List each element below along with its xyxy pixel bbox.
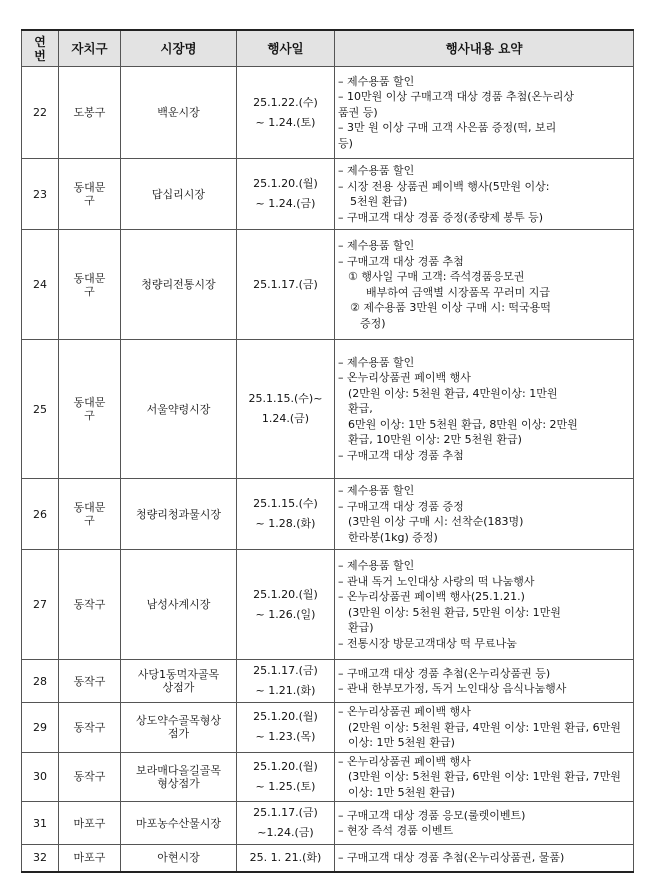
event-date-cell: 25.1.15.(수) ~ 1.28.(화): [237, 479, 335, 550]
summary-line: ② 제수용품 3만원 이상 구매 시: 떡국용떡: [350, 301, 551, 314]
summary-line: – 구매고객 대상 경품 증정(종량제 봉투 등): [338, 210, 544, 224]
summary-line: (2만원 이상: 5천원 환급, 4만원이상: 1만원: [348, 386, 558, 400]
no-cell: 24: [22, 230, 59, 340]
summary-line: 이상: 1만 5천원 환급): [348, 736, 455, 749]
summary-line: – 구매고객 대상 경품 응모(룰렛이벤트): [338, 808, 526, 822]
summary-line: 배부하여 금액별 시장품목 꾸러미 지급: [366, 285, 551, 299]
header-summary: 행사내용 요약: [335, 30, 634, 67]
summary-line: (3만원 이상: 5천원 환급, 6만원 이상: 1만원 환급, 7만원: [348, 770, 621, 783]
no-cell: 30: [22, 752, 59, 802]
summary-line: – 현장 즉석 경품 이벤트: [338, 824, 454, 837]
summary-line: – 제수용품 할인: [338, 164, 415, 177]
summary-line: – 10만원 이상 구매고객 대상 경품 추첨(온누리상: [338, 90, 575, 104]
event-summary-cell: [335, 67, 634, 159]
table-row: [22, 67, 634, 159]
no-cell: 22: [22, 67, 59, 159]
district-cell: 도봉구: [59, 67, 121, 159]
event-date-cell: 25. 1. 21.(화): [237, 845, 335, 872]
event-summary-cell: [335, 159, 634, 230]
event-summary-cell: [335, 802, 634, 845]
summary-line: (3만원 이상 구매 시: 선착순(183명): [348, 515, 524, 528]
event-date-cell: 25.1.20.(월) ~ 1.24.(금): [237, 159, 335, 230]
event-date-cell: 25.1.17.(금): [237, 230, 335, 340]
market-name-cell: 서울약령시장: [121, 340, 237, 479]
summary-line: 환급): [348, 621, 374, 634]
district-cell: 동대문 구: [59, 479, 121, 550]
no-cell: 27: [22, 550, 59, 660]
summary-line: – 제수용품 할인: [338, 559, 415, 572]
table-row: [22, 479, 634, 550]
header-date: 행사일: [237, 30, 335, 67]
event-date-cell: 25.1.22.(수) ~ 1.24.(토): [237, 67, 335, 159]
no-cell: 26: [22, 479, 59, 550]
table-row: [22, 802, 634, 845]
table-row: [22, 340, 634, 479]
header-district: 자치구: [59, 30, 121, 67]
event-summary-cell: [335, 479, 634, 550]
summary-line: – 구매고객 대상 경품 추첨: [338, 448, 464, 462]
summary-line: – 3만 원 이상 구매 고객 사은품 증정(떡, 보리: [338, 121, 557, 135]
market-name-cell: 청량리청과물시장: [121, 479, 237, 550]
summary-line: – 관내 한부모가정, 독거 노인대상 음식나눔행사: [338, 682, 567, 695]
table-header-row: [22, 30, 634, 67]
no-cell: 23: [22, 159, 59, 230]
summary-line: 5천원 환급): [350, 195, 408, 208]
summary-line: – 온누리상품권 페이백 행사: [338, 754, 471, 768]
summary-line: – 제수용품 할인: [338, 484, 415, 497]
summary-line: – 시장 전용 상품권 페이백 행사(5만원 이상:: [338, 179, 550, 193]
market-name-cell: 마포농수산물시장: [121, 802, 237, 845]
summary-line: 증정): [360, 316, 386, 330]
market-name-cell: 사당1동먹자골목 상점가: [121, 660, 237, 703]
summary-line: – 전통시장 방문고객대상 떡 무료나눔: [338, 636, 517, 650]
event-summary-cell: [335, 703, 634, 753]
summary-line: (2만원 이상: 5천원 환급, 4만원 이상: 1만원 환급, 6만원: [348, 720, 621, 734]
summary-line: – 온누리상품권 페이백 행사: [338, 371, 471, 385]
event-date-cell: 25.1.20.(월) ~ 1.26.(일): [237, 550, 335, 660]
table-row: [22, 230, 634, 340]
event-date-cell: 25.1.17.(금) ~ 1.21.(화): [237, 660, 335, 703]
table-row: [22, 845, 634, 872]
event-summary-cell: [335, 660, 634, 703]
header-no: 연 번: [22, 30, 59, 67]
summary-line: (3만원 이상: 5천원 환급, 5만원 이상: 1만원: [348, 605, 561, 619]
event-summary-cell: [335, 550, 634, 660]
summary-line: – 온누리상품권 페이백 행사: [338, 705, 471, 718]
event-date-cell: 25.1.17.(금) ~1.24.(금): [237, 802, 335, 845]
market-name-cell: 청량리전통시장: [121, 230, 237, 340]
market-name-cell: 답십리시장: [121, 159, 237, 230]
district-cell: 동작구: [59, 550, 121, 660]
event-summary-cell: [335, 845, 634, 872]
district-cell: 동대문 구: [59, 230, 121, 340]
district-cell: 동작구: [59, 660, 121, 703]
summary-line: – 구매고객 대상 경품 추첨(온누리상품권, 물품): [338, 851, 565, 864]
event-date-cell: 25.1.20.(월) ~ 1.25.(토): [237, 752, 335, 802]
district-cell: 동작구: [59, 703, 121, 753]
no-cell: 32: [22, 845, 59, 872]
summary-line: – 구매고객 대상 경품 추첨: [338, 254, 464, 268]
district-cell: 동작구: [59, 752, 121, 802]
summary-line: ① 행사일 구매 고객: 즉석경품응모권: [348, 270, 525, 283]
event-summary-cell: [335, 230, 634, 340]
summary-line: – 제수용품 할인: [338, 355, 415, 369]
event-summary-cell: [335, 340, 634, 479]
summary-line: – 구매고객 대상 경품 증정: [338, 499, 464, 513]
market-name-cell: 남성사계시장: [121, 550, 237, 660]
summary-line: 품권 등): [338, 105, 378, 119]
summary-line: – 제수용품 할인: [338, 239, 415, 252]
district-cell: 마포구: [59, 802, 121, 845]
district-cell: 동대문 구: [59, 159, 121, 230]
summary-line: – 제수용품 할인: [338, 74, 415, 88]
event-date-cell: 25.1.20.(월) ~ 1.23.(목): [237, 703, 335, 753]
summary-line: 한라봉(1kg) 증정): [348, 530, 438, 544]
summary-line: 등): [338, 136, 353, 150]
table-row: [22, 752, 634, 802]
summary-line: 환급,: [348, 402, 373, 416]
no-cell: 25: [22, 340, 59, 479]
summary-line: 이상: 1만 5천원 환급): [348, 785, 455, 799]
no-cell: 31: [22, 802, 59, 845]
summary-line: 환급, 10만원 이상: 2만 5천원 환급): [348, 433, 522, 447]
header-market: 시장명: [121, 30, 237, 67]
summary-line: 6만원 이상: 1만 5천원 환급, 8만원 이상: 2만원: [348, 417, 578, 431]
no-cell: 29: [22, 703, 59, 753]
district-cell: 마포구: [59, 845, 121, 872]
summary-line: – 관내 독거 노인대상 사랑의 떡 나눔행사: [338, 574, 535, 588]
table-row: [22, 550, 634, 660]
market-name-cell: 상도약수골목형상 점가: [121, 703, 237, 753]
table-row: [22, 660, 634, 703]
summary-line: – 구매고객 대상 경품 추첨(온누리상품권 등): [338, 666, 551, 680]
no-cell: 28: [22, 660, 59, 703]
event-summary-cell: [335, 752, 634, 802]
table-row: [22, 703, 634, 753]
market-name-cell: 백운시장: [121, 67, 237, 159]
market-events-table: [21, 29, 634, 873]
summary-line: – 온누리상품권 페이백 행사(25.1.21.): [338, 590, 525, 603]
market-name-cell: 보라매다올길골목 형상점가: [121, 752, 237, 802]
table-row: [22, 159, 634, 230]
district-cell: 동대문 구: [59, 340, 121, 479]
event-date-cell: 25.1.15.(수)~ 1.24.(금): [237, 340, 335, 479]
market-name-cell: 아현시장: [121, 845, 237, 872]
